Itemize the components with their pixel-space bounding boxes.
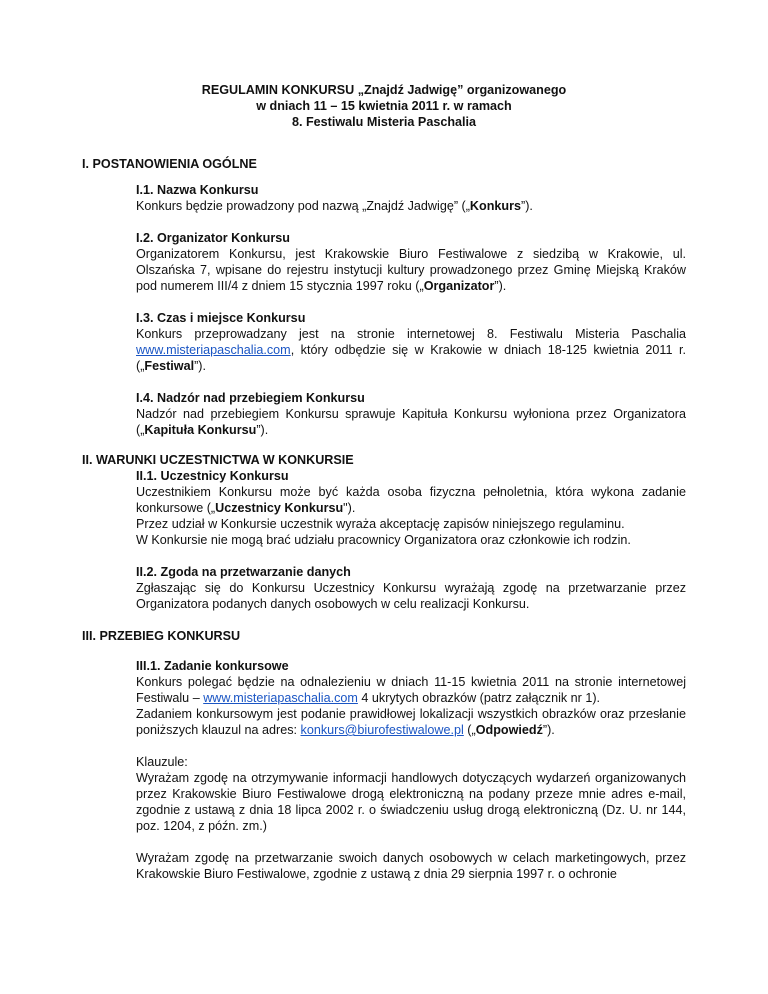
paragraph: Konkurs polegać będzie na odnalezieniu w dniach 11-15 kwietnia 2011 na stronie internetowej Festiwalu – www.misteriapaschalia.com 4 ukrytych obrazków (patrz załącznik nr 1). (136, 675, 686, 705)
subsection-heading: II.1. Uczestnicy Konkursu (136, 469, 289, 483)
section-heading-course: III. PRZEBIEG KONKURSU (82, 629, 241, 643)
subsection-heading: I.1. Nazwa Konkursu (136, 183, 259, 197)
defined-term: Konkurs (469, 199, 522, 213)
title-line-3: 8. Festiwalu Misteria Paschalia (291, 115, 477, 129)
festival-website-link[interactable]: www.misteriapaschalia.com (136, 343, 291, 357)
defined-term: Uczestnicy Konkursu (215, 501, 344, 515)
subsection-time-place (136, 310, 686, 374)
subsection-organizer (136, 230, 686, 294)
contest-email-link[interactable]: konkurs@biurofestiwalowe.pl (300, 723, 464, 737)
clause-paragraph: Wyrażam zgodę na przetwarzanie swoich danych osobowych w celach marketingowych, przez Krakowskie Biuro Festiwalowe, zgodnie z ustawą z dnia 29 sierpnia 1997 r. o ochronie (136, 851, 686, 881)
paragraph: Zadaniem konkursowym jest podanie prawidłowej lokalizacji wszystkich obrazków oraz przesłanie poniższych klauzul na adres: konkurs@biurofestiwalowe.pl („Odpowiedź”). (136, 707, 686, 737)
title-line-1: REGULAMIN KONKURSU „Znajdź Jadwigę” organizowanego (201, 83, 567, 97)
paragraph: Organizatorem Konkursu, jest Krakowskie Biuro Festiwalowe z siedzibą w Krakowie, ul. Olszańska 7, wpisane do rejestru instytucji kultury prowadzonego przez Gminę Miejską Kraków pod numerem III/4 z dniem 15 stycznia 1997 roku („Organizator”). (136, 247, 686, 293)
clause-paragraph: Wyrażam zgodę na otrzymywanie informacji handlowych dotyczących wydarzeń organizowanych przez Krakowskie Biuro Festiwalowe drogą elektroniczną na podany przeze mnie adres e-mail, zgodnie z ustawą z dnia 18 lipca 2002 r. o świadczeniu usług drogą elektroniczną (Dz. U. nr 144, poz. 1204, z późn. zm.) (136, 771, 686, 833)
paragraph: Konkurs będzie prowadzony pod nazwą „Znajdź Jadwigę” („Konkurs”). (136, 199, 533, 213)
subsection-supervision (136, 390, 686, 438)
subsection-heading: I.3. Czas i miejsce Konkursu (136, 311, 306, 325)
subsection-heading: III.1. Zadanie konkursowe (136, 659, 289, 673)
festival-website-link[interactable]: www.misteriapaschalia.com (203, 691, 358, 705)
defined-term: Festiwal (144, 359, 195, 373)
section-heading-general: I. POSTANOWIENIA OGÓLNE (82, 157, 257, 171)
paragraph: Przez udział w Konkursie uczestnik wyraża akceptację zapisów niniejszego regulaminu. (136, 517, 625, 531)
defined-term: Kapituła Konkursu (144, 423, 257, 437)
defined-term: Odpowiedź (475, 723, 543, 737)
paragraph: Konkurs przeprowadzany jest na stronie internetowej 8. Festiwalu Misteria Paschalia www.misteriapaschalia.com, który odbędzie się w Krakowie w dniach 18-125 kwietnia 2011 r. („Festiwal”). (136, 327, 686, 373)
subsection-heading: I.4. Nadzór nad przebiegiem Konkursu (136, 391, 365, 405)
subsection-participants (136, 468, 686, 548)
section-heading-participation: II. WARUNKI UCZESTNICTWA W KONKURSIE (82, 453, 354, 467)
subsection-contest-task (136, 658, 686, 882)
defined-term: Organizator (423, 279, 495, 293)
paragraph: Zgłaszając się do Konkursu Uczestnicy Konkursu wyrażają zgodę na przetwarzanie przez Organizatora podanych danych osobowych w celu realizacji Konkursu. (136, 581, 686, 611)
subsection-heading: II.2. Zgoda na przetwarzanie danych (136, 565, 351, 579)
paragraph: Uczestnikiem Konkursu może być każda osoba fizyczna pełnoletnia, która wykona zadanie konkursowe („Uczestnicy Konkursu"). (136, 485, 686, 515)
title-line-2: w dniach 11 – 15 kwietnia 2011 r. w ramach (256, 99, 512, 113)
paragraph: W Konkursie nie mogą brać udziału pracownicy Organizatora oraz członkowie ich rodzin. (136, 533, 631, 547)
clauses-label: Klauzule: (136, 755, 188, 769)
paragraph: Nadzór nad przebiegiem Konkursu sprawuje Kapituła Konkursu wyłoniona przez Organizatora („Kapituła Konkursu”). (136, 407, 686, 437)
subsection-contest-name (136, 182, 686, 214)
document-title (82, 82, 686, 130)
subsection-heading: I.2. Organizator Konkursu (136, 231, 290, 245)
subsection-data-consent (136, 564, 686, 612)
